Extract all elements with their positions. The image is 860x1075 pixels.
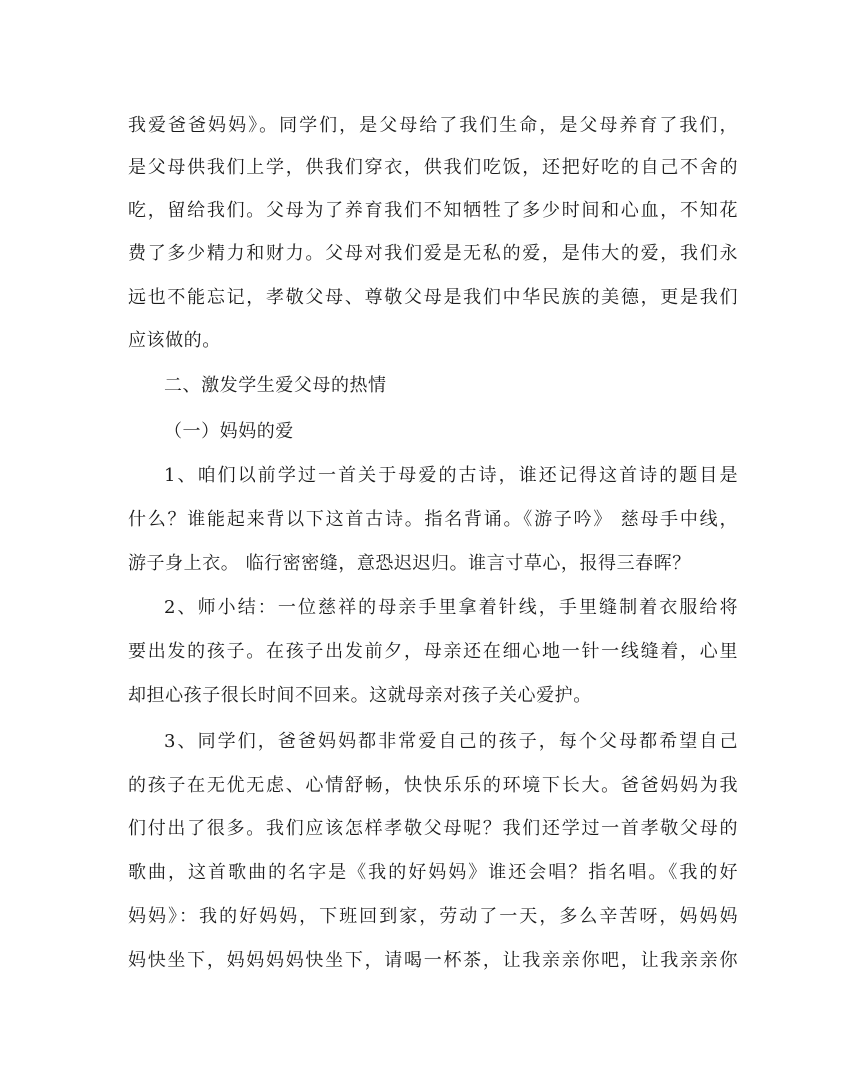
text-line: 我爱爸爸妈妈》。同学们，是父母给了我们生命，是父母养育了我们， xyxy=(128,115,738,136)
text-line: 们付出了很多。我们应该怎样孝敬父母呢？我们还学过一首孝敬父母的 xyxy=(128,818,738,839)
section-heading: 二、激发学生爱父母的热情 xyxy=(164,375,387,396)
text-line: 费了多少精力和财力。父母对我们爱是无私的爱，是伟大的爱，我们永 xyxy=(128,243,738,264)
text-line: 歌曲，这首歌曲的名字是《我的好妈妈》谁还会唱？指名唱。《我的好 xyxy=(128,862,738,883)
text-line: 要出发的孩子。在孩子出发前夕，母亲还在细心地一针一线缝着，心里 xyxy=(128,641,738,662)
text-line: 吃，留给我们。父母为了养育我们不知牺牲了多少时间和心血，不知花 xyxy=(128,200,738,221)
text-line: 游子身上衣。 临行密密缝，意恐迟迟归。谁言寸草心，报得三春晖？ xyxy=(128,553,691,574)
text-line: 妈妈》：我的好妈妈，下班回到家，劳动了一天，多么辛苦呀，妈妈妈 xyxy=(128,906,738,927)
text-line: 2、师小结：一位慈祥的母亲手里拿着针线，手里缝制着衣服给将 xyxy=(164,597,738,618)
subsection-heading: （一）妈妈的爱 xyxy=(164,421,294,442)
text-line: 妈快坐下，妈妈妈妈快坐下，请喝一杯茶，让我亲亲你吧，让我亲亲你 xyxy=(128,950,738,971)
text-line: 远也不能忘记，孝敬父母、尊敬父母是我们中华民族的美德，更是我们 xyxy=(128,287,738,308)
text-line: 应该做的。 xyxy=(128,330,221,351)
text-line: 是父母供我们上学，供我们穿衣，供我们吃饭，还把好吃的自己不舍的 xyxy=(128,157,738,178)
text-line: 的孩子在无优无虑、心情舒畅，快快乐乐的环境下长大。爸爸妈妈为我 xyxy=(128,775,738,796)
text-line: 1、咱们以前学过一首关于母爱的古诗，谁还记得这首诗的题目是 xyxy=(164,465,738,486)
text-line: 却担心孩子很长时间不回来。这就母亲对孩子关心爱护。 xyxy=(128,685,592,706)
text-line: 3、同学们，爸爸妈妈都非常爱自己的孩子，每个父母都希望自己 xyxy=(164,731,738,752)
text-line: 什么？谁能起来背以下这首古诗。指名背诵。《游子吟》 慈母手中线， xyxy=(128,509,738,530)
